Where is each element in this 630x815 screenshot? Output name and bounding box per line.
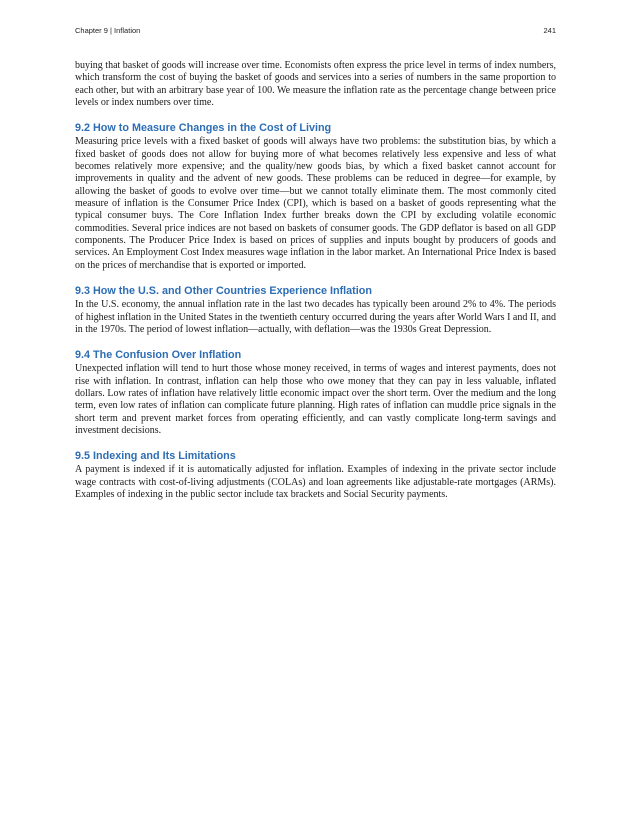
section-body: Unexpected inflation will tend to hurt those whose money received, in terms of wages and interest payments, does not rise with inflation. In contrast, inflation can help those who owe money that they can pay in less valuable, inflated dollars. Low rates of inflation have relatively little economic impact over the short term. Over the medium and the long term, even low rates of inflation can complicate future planning. High rates of inflation can muddle price signals in the short term and prevent market forces from operating efficiently, and can vastly complicate long-term savings and investment decisions. [75, 363, 556, 436]
section-body: A payment is indexed if it is automatically adjusted for inflation. Examples of indexing in the private sector include wage contracts with cost-of-living adjustments (COLAs) and loan agreements like adjustable-rate mortgages (ARMs). Examples of indexing in the public sector include tax brackets and Social Security payments. [75, 464, 556, 500]
section-heading: 9.2 How to Measure Changes in the Cost of Living [75, 122, 332, 135]
summary-content [75, 60, 556, 501]
page-number: 241 [543, 26, 556, 35]
section-heading: 9.4 The Confusion Over Inflation [75, 349, 242, 362]
intro-paragraph: buying that basket of goods will increase over time. Economists often express the price level in terms of index numbers, which transform the cost of buying the basket of goods and services into a series of numbers in the same proportion to each other, but with an arbitrary base year of 100. We measure the inflation rate as the percentage change between price levels or index numbers over time. [75, 60, 556, 109]
section-heading: 9.5 Indexing and Its Limitations [75, 450, 236, 463]
section-9-2 [75, 122, 556, 272]
section-body: In the U.S. economy, the annual inflation rate in the last two decades has typically been around 2% to 4%. The periods of highest inflation in the United States in the twentieth century occurred during the years after World Wars I and II, and in the 1970s. The period of lowest inflation—actually, with deflation—was the 1930s Great Depression. [75, 299, 556, 335]
section-9-5 [75, 450, 556, 501]
section-9-4 [75, 349, 556, 437]
section-heading: 9.3 How the U.S. and Other Countries Experience Inflation [75, 285, 372, 298]
section-9-3 [75, 285, 556, 336]
running-header [75, 26, 556, 36]
chapter-title: Chapter 9 | Inflation [75, 26, 141, 35]
section-body: Measuring price levels with a fixed basket of goods will always have two problems: the substitution bias, by which a fixed basket of goods does not allow for buying more of what becomes relatively less expensive and less of what becomes relatively more expensive; and the quality/new goods bias, by which a fixed basket cannot account for improvements in quality and the advent of new goods. These problems can be reduced in degree—for example, by allowing the basket of goods to evolve over time—but we cannot totally eliminate them. The most commonly cited measure of inflation is the Consumer Price Index (CPI), which is based on a basket of goods representing what the typical consumer buys. The Core Inflation Index further breaks down the CPI by excluding volatile economic commodities. Several price indices are not based on baskets of consumer goods. The GDP deflator is based on all GDP components. The Producer Price Index is based on prices of supplies and inputs bought by producers of goods and services. An Employment Cost Index measures wage inflation in the labor market. An International Price Index is based on the prices of merchandise that is exported or imported. [75, 136, 556, 271]
